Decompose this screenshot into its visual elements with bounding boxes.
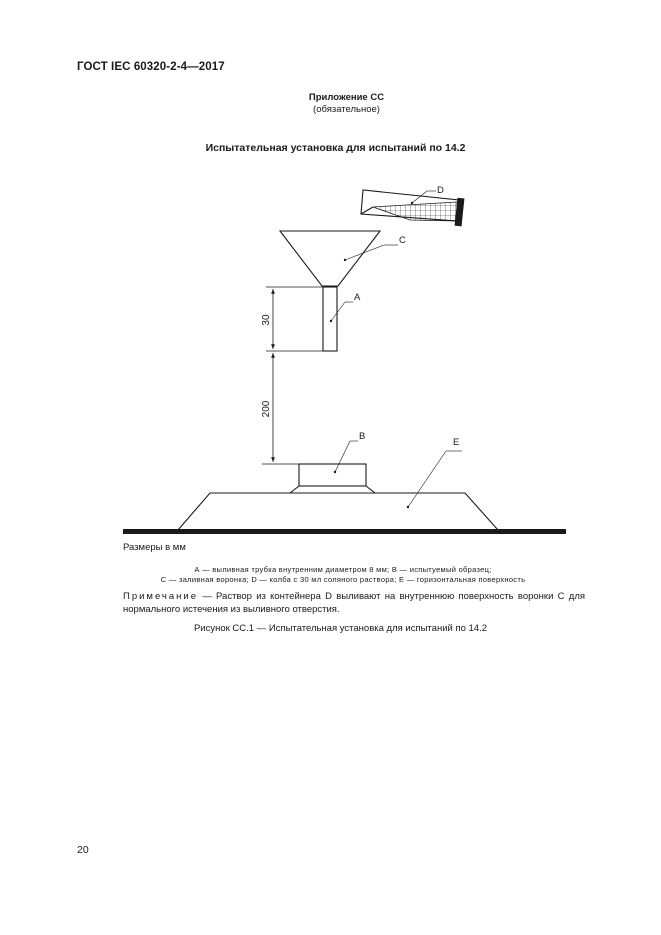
annex-title: Приложение СС [308, 92, 385, 103]
legend-line-1: А — выливная трубка внутренним диаметром 8 мм; В — испытуемый образец; [194, 565, 492, 574]
note-prefix: Примечание [123, 591, 198, 602]
dimensions-caption: Размеры в мм [123, 542, 186, 553]
dimension-200: 200 [261, 400, 272, 418]
flask-d [361, 185, 464, 226]
label-c: C [399, 235, 406, 246]
label-d: D [437, 185, 444, 196]
annex-heading: Испытательная установка для испытаний по 14.2 [205, 142, 466, 154]
outlet-tube-a [323, 287, 361, 351]
label-b: B [359, 431, 366, 442]
figure-note [123, 590, 585, 616]
dimension-30: 30 [261, 314, 272, 326]
legend-line-2: С — заливная воронка; D — колба с 30 мл соляного раствора; Е — горизонтальная поверхность [160, 575, 526, 584]
page-number: 20 [77, 844, 89, 856]
annex-status: (обязательное) [313, 104, 380, 115]
label-e: E [453, 437, 460, 448]
funnel-c [280, 231, 406, 286]
note-text: — Раствор из контейнера D выливают на внутреннюю поверхность воронки С для нормального истечения из выливного отверстия. [123, 591, 585, 615]
dimension-lines [261, 287, 323, 464]
figure-caption: Рисунок СС.1 — Испытательная установка для испытаний по 14.2 [193, 623, 488, 634]
specimen-b [290, 431, 375, 493]
standard-designation: ГОСТ IEC 60320-2-4—2017 [77, 61, 225, 73]
label-a: A [354, 292, 361, 303]
